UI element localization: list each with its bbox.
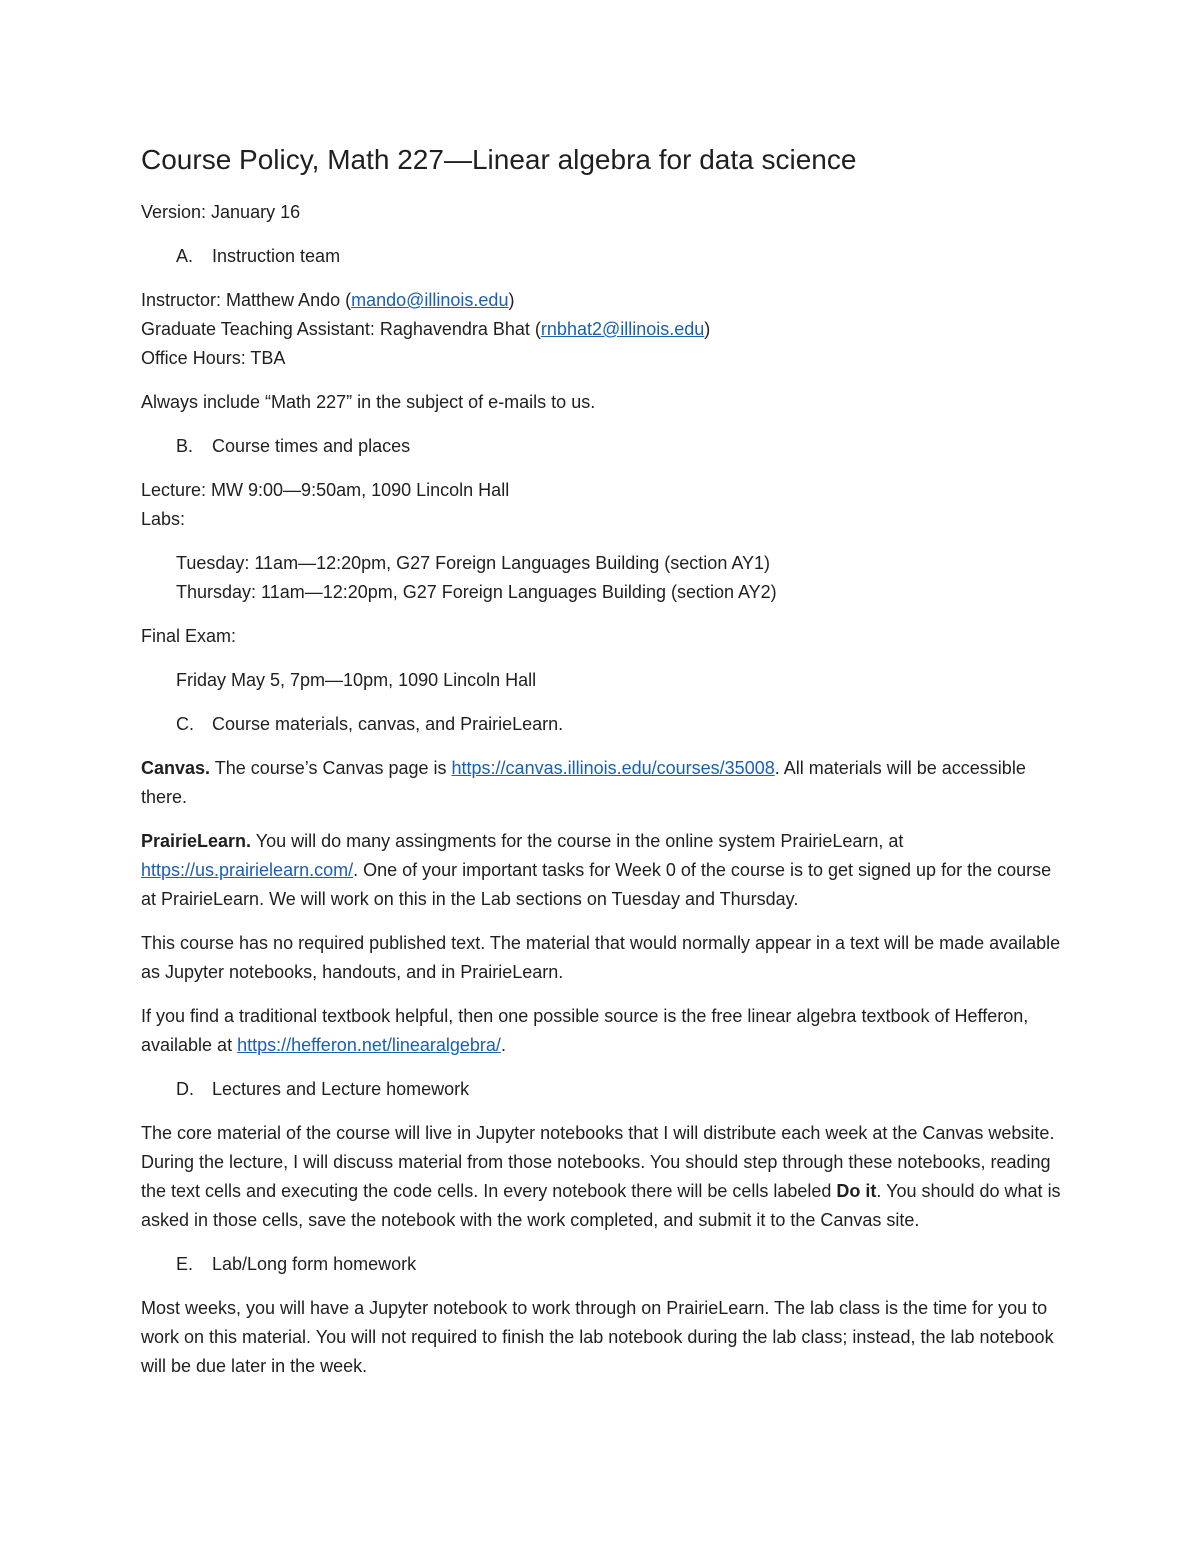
paragraph-text: . One of your important tasks for Week 0 of the course is to get signed up for the course at PrairieLearn. We will work on this in the Lab sections on Tuesday and Thursday. <box>141 860 1052 909</box>
do-it-bold: Do it <box>836 1181 877 1201</box>
paren-close: ) <box>508 290 515 310</box>
ta-email-link[interactable]: rnbhat2@illinois.edu <box>540 319 705 339</box>
canvas-bold-label: Canvas. <box>141 758 211 778</box>
section-heading-a <box>141 242 1061 271</box>
labs-list <box>141 549 1061 607</box>
section-title: Lab/Long form homework <box>212 1254 417 1274</box>
paragraph-text: . All materials will be accessible there. <box>141 758 1026 807</box>
labs-label: Labs: <box>141 509 186 529</box>
section-title: Course times and places <box>212 436 411 456</box>
paragraph-text: The core material of the course will live in Jupyter notebooks that I will distribute each week at the Canvas website. During the lecture, I will discuss material from those notebooks. You should step through these notebooks, reading the text cells and executing the code cells. In every notebook there will be cells labeled <box>141 1123 1055 1201</box>
document-body <box>141 140 1061 1396</box>
lab-paragraph: Most weeks, you will have a Jupyter notebook to work through on PrairieLearn. The lab class is the time for you to work on this material. You will not required to finish the lab notebook during the lab class; instead, the lab notebook will be due later in the week. <box>141 1298 1054 1376</box>
ta-label: Graduate Teaching Assistant: Raghavendra Bhat ( <box>141 319 541 339</box>
prairielearn-link[interactable]: https://us.prairielearn.com/ <box>141 860 354 880</box>
section-title: Course materials, canvas, and PrairieLearn. <box>212 714 564 734</box>
section-heading-d <box>141 1075 1061 1104</box>
lecture-line: Lecture: MW 9:00—9:50am, 1090 Lincoln Hall <box>141 480 510 500</box>
section-title: Lectures and Lecture homework <box>212 1079 470 1099</box>
section-title: Instruction team <box>212 246 341 266</box>
paragraph-text: If you find a traditional textbook helpful, then one possible source is the free linear algebra textbook of Hefferon, available at <box>141 1006 1029 1055</box>
textbook-paragraph <box>141 1002 1061 1060</box>
version-line: Version: January 16 <box>141 202 301 222</box>
office-hours-line: Office Hours: TBA <box>141 348 286 368</box>
section-letter: E. <box>176 1254 194 1274</box>
page-title: Course Policy, Math 227—Linear algebra for data science <box>141 144 857 175</box>
section-heading-e <box>141 1250 1061 1279</box>
section-letter: A. <box>176 246 194 266</box>
hefferon-link[interactable]: https://hefferon.net/linearalgebra/ <box>237 1035 501 1055</box>
prairielearn-paragraph <box>141 827 1061 914</box>
section-heading-c <box>141 710 1061 739</box>
lecture-block <box>141 476 1061 534</box>
lab-thursday: Thursday: 11am—12:20pm, G27 Foreign Languages Building (section AY2) <box>176 582 777 602</box>
paragraph-text: You will do many assingments for the course in the online system PrairieLearn, at <box>251 831 904 851</box>
final-exam-time: Friday May 5, 7pm—10pm, 1090 Lincoln Hall <box>176 670 537 690</box>
email-note: Always include “Math 227” in the subject of e-mails to us. <box>141 392 596 412</box>
lectures-paragraph <box>141 1119 1061 1235</box>
paragraph-text: The course’s Canvas page is <box>210 758 452 778</box>
contact-block <box>141 286 1061 373</box>
instructor-email-link[interactable]: mando@illinois.edu <box>351 290 509 310</box>
final-exam-label: Final Exam: <box>141 626 237 646</box>
paren-close: ) <box>704 319 711 339</box>
section-letter: D. <box>176 1079 194 1099</box>
section-letter: C. <box>176 714 194 734</box>
paragraph-text: . You should do what is asked in those cells, save the notebook with the work completed, and submit it to the Canvas site. <box>141 1181 1061 1230</box>
no-text-paragraph: This course has no required published text. The material that would normally appear in a text will be made available as Jupyter notebooks, handouts, and in PrairieLearn. <box>141 933 1061 982</box>
paragraph-text: . <box>500 1035 506 1055</box>
instructor-label: Instructor: Matthew Ando ( <box>141 290 352 310</box>
prairielearn-bold-label: PrairieLearn. <box>141 831 252 851</box>
section-letter: B. <box>176 436 194 456</box>
section-heading-b <box>141 432 1061 461</box>
instructor-line <box>141 290 514 310</box>
lab-tuesday: Tuesday: 11am—12:20pm, G27 Foreign Languages Building (section AY1) <box>176 553 771 573</box>
canvas-paragraph <box>141 754 1061 812</box>
ta-line <box>141 319 710 339</box>
canvas-link[interactable]: https://canvas.illinois.edu/courses/35008 <box>451 758 775 778</box>
